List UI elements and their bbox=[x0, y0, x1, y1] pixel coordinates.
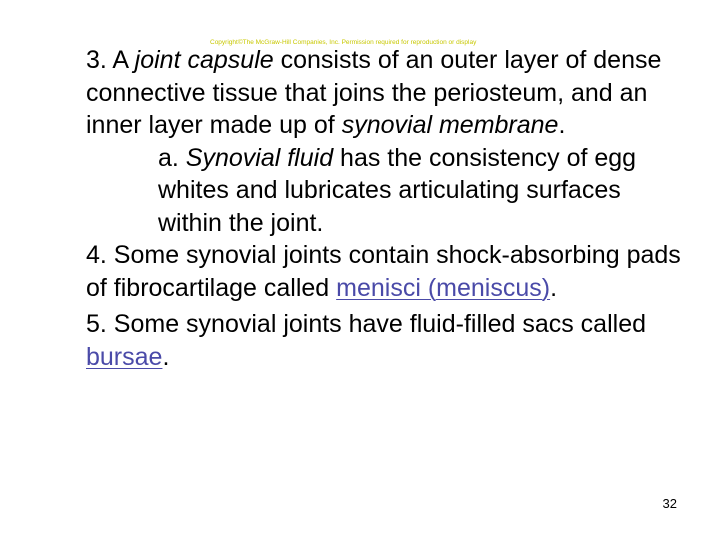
point-3-end: . bbox=[558, 111, 566, 139]
page-number: 32 bbox=[662, 496, 677, 511]
bursae-link[interactable]: bursae bbox=[86, 342, 163, 371]
term-synovial-membrane: synovial membrane bbox=[341, 111, 559, 139]
point-3a-lead: a. bbox=[158, 143, 186, 172]
point-4 bbox=[86, 239, 686, 304]
term-synovial-fluid: Synovial fluid bbox=[185, 143, 334, 172]
slide-body bbox=[86, 44, 686, 373]
point-5 bbox=[86, 308, 686, 373]
point-4-text: 4. Some synovial joints contain shock-absorbing pads of fibrocartilage called bbox=[86, 241, 681, 302]
point-3 bbox=[86, 44, 686, 142]
point-4-end: . bbox=[550, 273, 558, 302]
point-3a bbox=[86, 142, 686, 240]
menisci-link[interactable]: menisci (meniscus) bbox=[336, 273, 551, 302]
point-5-end: . bbox=[162, 342, 170, 371]
point-3a-rest: has the consistency of egg whites and lubricates articulating surfaces within the joint. bbox=[158, 143, 637, 237]
point-3-lead: 3. A bbox=[86, 46, 135, 74]
copyright-notice: Copyright©The McGraw-Hill Companies, Inc. Permission required for reproduction or display bbox=[210, 39, 477, 46]
point-5-text: 5. Some synovial joints have fluid-filled sacs called bbox=[86, 310, 646, 338]
point-3-middle: consists of an outer layer of dense connective tissue that joins the periosteum, and an inner layer made up of bbox=[86, 46, 662, 139]
term-joint-capsule: joint capsule bbox=[134, 46, 274, 74]
